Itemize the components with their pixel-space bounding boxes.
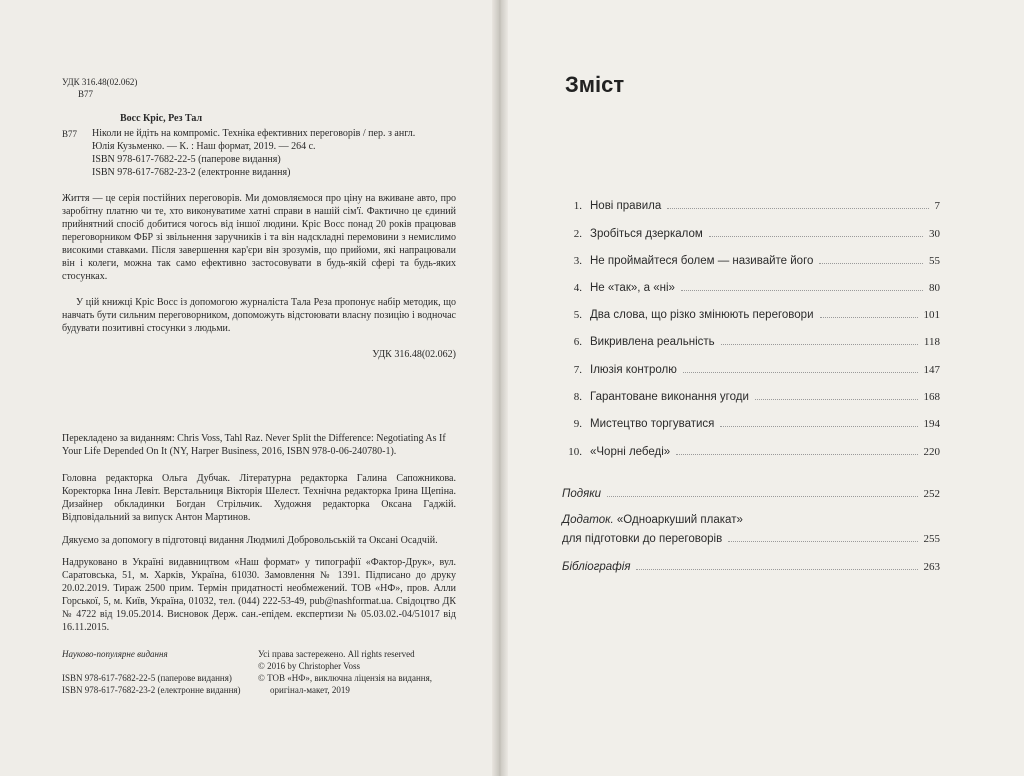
- toc-item[interactable]: [562, 253, 940, 267]
- toc-number: 10.: [568, 446, 582, 458]
- thanks-line: Дякуємо за допомогу в підготовці видання Людмилі Добровольській та Оксані Осадчій.: [62, 535, 438, 546]
- udk-top: УДК 316.48(02.062): [62, 77, 138, 87]
- toc-number: 1.: [573, 200, 582, 212]
- toc-page-number: 252: [923, 488, 940, 500]
- toc-item[interactable]: [562, 226, 940, 240]
- toc-leader: [667, 208, 928, 209]
- toc-leader: [728, 541, 917, 542]
- toc-label: «Чорні лебеді»: [590, 446, 671, 458]
- toc-page-number: 55: [929, 255, 940, 267]
- bib-line-2: Юлія Кузьменко. — К. : Наш формат, 2019. — 264 с.: [92, 141, 316, 152]
- toc-label: Мистецтво торгуватися: [590, 418, 715, 430]
- bib-code: В77: [62, 129, 78, 139]
- isbn-paper: ISBN 978-617-7682-22-5 (паперове видання): [92, 154, 281, 165]
- toc-appendix-line-1[interactable]: [562, 514, 743, 526]
- toc-page-number: 263: [923, 561, 940, 573]
- toc-leader: [755, 399, 918, 400]
- toc-leader: [676, 454, 917, 455]
- udk-bottom: УДК 316.48(02.062): [372, 349, 456, 360]
- toc-number: 8.: [573, 391, 582, 403]
- toc-leader: [819, 263, 923, 264]
- toc-label: Бібліографія: [562, 561, 631, 573]
- translated-from: Перекладено за виданням: Chris Voss, Tahl Raz. Never Split the Difference: Negotiating As If Your Life Depended On It (NY, Harper Business, 2016, ISBN 978-0-06-240780-1).: [62, 433, 446, 457]
- toc-number: 7.: [573, 364, 582, 376]
- contents-page: [500, 0, 1024, 776]
- toc-page-number: 80: [929, 282, 940, 294]
- toc-leader: [709, 236, 923, 237]
- book-gutter: [492, 0, 508, 776]
- toc-number: 3.: [573, 255, 582, 267]
- authors-line: Восс Кріс, Рез Тал: [120, 113, 203, 124]
- bbk-code: В77: [78, 89, 94, 99]
- toc-number: 4.: [573, 282, 582, 294]
- toc-item-acknowledgements[interactable]: [562, 486, 940, 500]
- rights-line-1: Усі права застережено. All rights reserved: [258, 649, 415, 659]
- toc-leader: [820, 317, 918, 318]
- toc-label: Два слова, що різко змінюють переговори: [590, 309, 814, 321]
- editorial-credits: Головна редакторка Ольга Дубчак. Літературна редакторка Галина Сапожникова. Коректорка Інна Левіт. Верстальниця Вікторія Шелест. Технічна редакторка Ірина Щепіна. Дизайнер обкладинки Богдан Стрільчик. Художня редакторка Оксана Гаджій. Відповідальний за випуск Антон Мартинов.: [62, 473, 456, 523]
- toc-page-number: 7: [934, 200, 940, 212]
- toc-leader: [681, 290, 923, 291]
- toc-item[interactable]: [562, 198, 940, 212]
- toc-label: Не проймайтеся болем — називайте його: [590, 255, 814, 267]
- rights-line-4: оригінал-макет, 2019: [270, 685, 350, 695]
- annotation-paragraph-2: У цій книжці Кріс Восс із допомогою журналіста Тала Реза пропонує набір методик, що навчать бути сильним переговорником, допоможуть відстоювати власну позицію і водночас будувати позитивні стосунки з людьми.: [62, 297, 456, 334]
- toc-item-bibliography[interactable]: [562, 559, 940, 573]
- toc-item[interactable]: [562, 280, 940, 294]
- toc-number: 9.: [573, 418, 582, 430]
- contents-title: Зміст: [565, 72, 625, 97]
- toc-leader: [720, 426, 917, 427]
- toc-page-number: 30: [929, 228, 940, 240]
- toc-item-appendix[interactable]: [562, 531, 940, 545]
- toc-number: 5.: [573, 309, 582, 321]
- toc-leader: [607, 496, 917, 497]
- toc-item[interactable]: [562, 444, 940, 458]
- toc-item[interactable]: [562, 389, 940, 403]
- toc-label: Нові правила: [590, 200, 662, 212]
- toc-page-number: 255: [923, 533, 940, 545]
- toc-label: Гарантоване виконання угоди: [590, 391, 749, 403]
- toc-page-number: 194: [923, 418, 940, 430]
- toc-number: 6.: [573, 336, 582, 348]
- toc-label: для підготовки до переговорів: [562, 533, 723, 545]
- annotation-paragraph-1: Життя — це серія постійних переговорів. Ми домовляємося про ціну на вживане авто, про заробітну платню чи те, хто виконуватиме хатні справи в нашій сім'ї. Фактично це єдиний прийнятний спосіб добитися чогось від іншої людини. Кріс Восс понад 20 років працював переговорником ФБР зі звільнення заручників і та він надскладні перемовини з немислимо високими ставками. Після завершення кар'єри він зрозумів, що прийоми, які напрацювали він і колеги, можна так само ефективно застосовувати в будь-якій сфері та будь-яких стосунках.: [62, 193, 456, 282]
- bib-line-1: Ніколи не йдіть на компроміс. Техніка ефективних переговорів / пер. з англ.: [92, 128, 416, 139]
- toc-item[interactable]: [562, 362, 940, 376]
- toc-leader: [636, 569, 917, 570]
- appendix-title: «Одноаркуший плакат»: [613, 514, 743, 526]
- toc-item[interactable]: [562, 334, 940, 348]
- toc-number: 2.: [573, 228, 582, 240]
- toc-page-number: 147: [923, 364, 940, 376]
- toc-page-number: 118: [923, 336, 940, 348]
- toc-label: Ілюзія контролю: [590, 364, 677, 376]
- footer-isbn-paper: ISBN 978-617-7682-22-5 (паперове видання): [62, 673, 232, 683]
- toc-label: Подяки: [562, 488, 602, 500]
- toc-leader: [721, 344, 918, 345]
- printing-info: Надруковано в Україні видавництвом «Наш формат» у типографії «Фактор-Друк», вул. Саратовська, 51, м. Харків, Україна, 61030. Замовлення № 1391. Підписано до друку 20.02.2019. Тираж 2500 прим. Термін придатності необмежений. ТОВ «НФ», пров. Алли Горської, 5, м. Київ, Україна, 01032, тел. (044) 222-53-49, pub@nashformat.ua. Свідоцтво ДК № 4722 від 19.05.2014. Висновок Держ. сан.-епідем. експертизи № 05.03.02.-04/51017 від 16.11.2015.: [62, 557, 456, 633]
- toc-item[interactable]: [562, 307, 940, 321]
- toc-label: Викривлена реальність: [590, 336, 715, 348]
- toc-leader: [683, 372, 918, 373]
- toc-page-number: 101: [923, 309, 940, 321]
- rights-line-3: © ТОВ «НФ», виключна ліцензія на видання,: [258, 673, 433, 683]
- toc-page-number: 168: [923, 391, 940, 403]
- toc-page-number: 220: [923, 446, 940, 458]
- toc-item[interactable]: [562, 416, 940, 430]
- toc-label: Не «так», а «ні»: [590, 282, 675, 294]
- rights-line-2: © 2016 by Christopher Voss: [258, 661, 361, 671]
- isbn-ebook: ISBN 978-617-7682-23-2 (електронне видання): [92, 167, 291, 178]
- toc-label: Зробіться дзеркалом: [590, 228, 703, 240]
- appendix-prefix: Додаток.: [562, 514, 614, 526]
- footer-isbn-ebook: ISBN 978-617-7682-23-2 (електронне видання): [62, 685, 241, 695]
- genre-label: Науково-популярне видання: [62, 649, 168, 659]
